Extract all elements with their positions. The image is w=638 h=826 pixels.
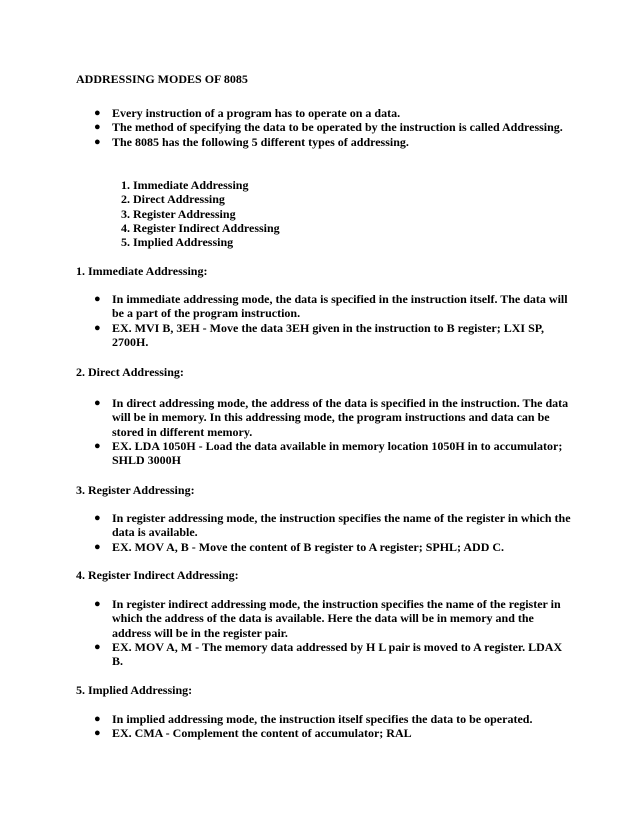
list-item: ● The method of specifying the data to be operated by the instruction is called Addressing. <box>94 120 563 135</box>
bullet-icon: ● <box>94 135 101 148</box>
bullet-icon: ● <box>94 640 101 653</box>
list-item: ● EX. MOV A, M - The memory data addressed by H L pair is moved to A register. LDAX B. <box>94 639 563 669</box>
list-item: 5. Implied Addressing <box>121 235 234 250</box>
section-heading-register-indirect: 4. Register Indirect Addressing: <box>76 568 239 582</box>
bullet-icon: ● <box>94 727 101 740</box>
bullet-icon: ● <box>94 512 101 524</box>
page-title: ADDRESSING MODES OF 8085 <box>76 72 248 86</box>
list-item: ● In immediate addressing mode, the data is specified in the instruction itself. The data will be a part of the program instruction. <box>94 292 568 321</box>
bullet-icon: ● <box>94 293 101 305</box>
list-item: ● EX. LDA 1050H - Load the data available in memory location 1050H in to accumulator; SHLD 3000H <box>94 438 563 468</box>
list-item: ● EX. MVI B, 3EH - Move the data 3EH given in the instruction to B register; LXI SP, 2700H. <box>94 320 544 349</box>
bullet-icon: ● <box>94 598 101 610</box>
list-item: ● In implied addressing mode, the instruction itself specifies the data to be operated. <box>94 712 533 726</box>
section-heading-immediate: 1. Immediate Addressing: <box>76 264 208 278</box>
list-item: 4. Register Indirect Addressing <box>121 220 280 235</box>
bullet-icon: ● <box>94 121 101 134</box>
list-item: ● In register indirect addressing mode, the instruction specifies the name of the register in which the address of the data is available. Here the data will be in memory and the address will be in the register pair. <box>94 597 561 640</box>
section-bullet-list-register-indirect <box>94 597 572 669</box>
section-bullet-list-immediate <box>94 292 572 349</box>
section-heading-implied: 5. Implied Addressing: <box>76 683 193 697</box>
section-heading-register: 3. Register Addressing: <box>76 483 195 497</box>
list-item: ● EX. CMA - Complement the content of accumulator; RAL <box>94 726 412 741</box>
section-bullet-list-register <box>94 511 572 554</box>
bullet-icon: ● <box>94 321 101 334</box>
list-item: ● The 8085 has the following 5 different types of addressing. <box>94 134 409 149</box>
list-item: 2. Direct Addressing <box>121 192 225 207</box>
bullet-icon: ● <box>94 540 101 553</box>
bullet-icon: ● <box>94 713 101 725</box>
section-heading-direct: 2. Direct Addressing: <box>76 365 184 379</box>
section-bullet-list-implied <box>94 712 572 741</box>
list-item: 1. Immediate Addressing <box>121 178 249 192</box>
intro-bullet-list <box>94 106 572 149</box>
list-item: ● In register addressing mode, the instruction specifies the name of the register in which the data is available. <box>94 511 571 540</box>
list-item: 3. Register Addressing <box>121 206 236 221</box>
list-item: ● In direct addressing mode, the address of the data is specified in the instruction. The data will be in memory. In this addressing mode, the program instructions and data can be stored in different memory. <box>94 396 569 439</box>
bullet-icon: ● <box>94 439 101 452</box>
section-bullet-list-direct <box>94 396 572 468</box>
list-item: ● Every instruction of a program has to operate on a data. <box>94 106 401 120</box>
addressing-types-list <box>121 178 280 249</box>
bullet-icon: ● <box>94 107 101 119</box>
bullet-icon: ● <box>94 397 101 409</box>
list-item: ● EX. MOV A, B - Move the content of B register to A register; SPHL; ADD C. <box>94 539 505 554</box>
